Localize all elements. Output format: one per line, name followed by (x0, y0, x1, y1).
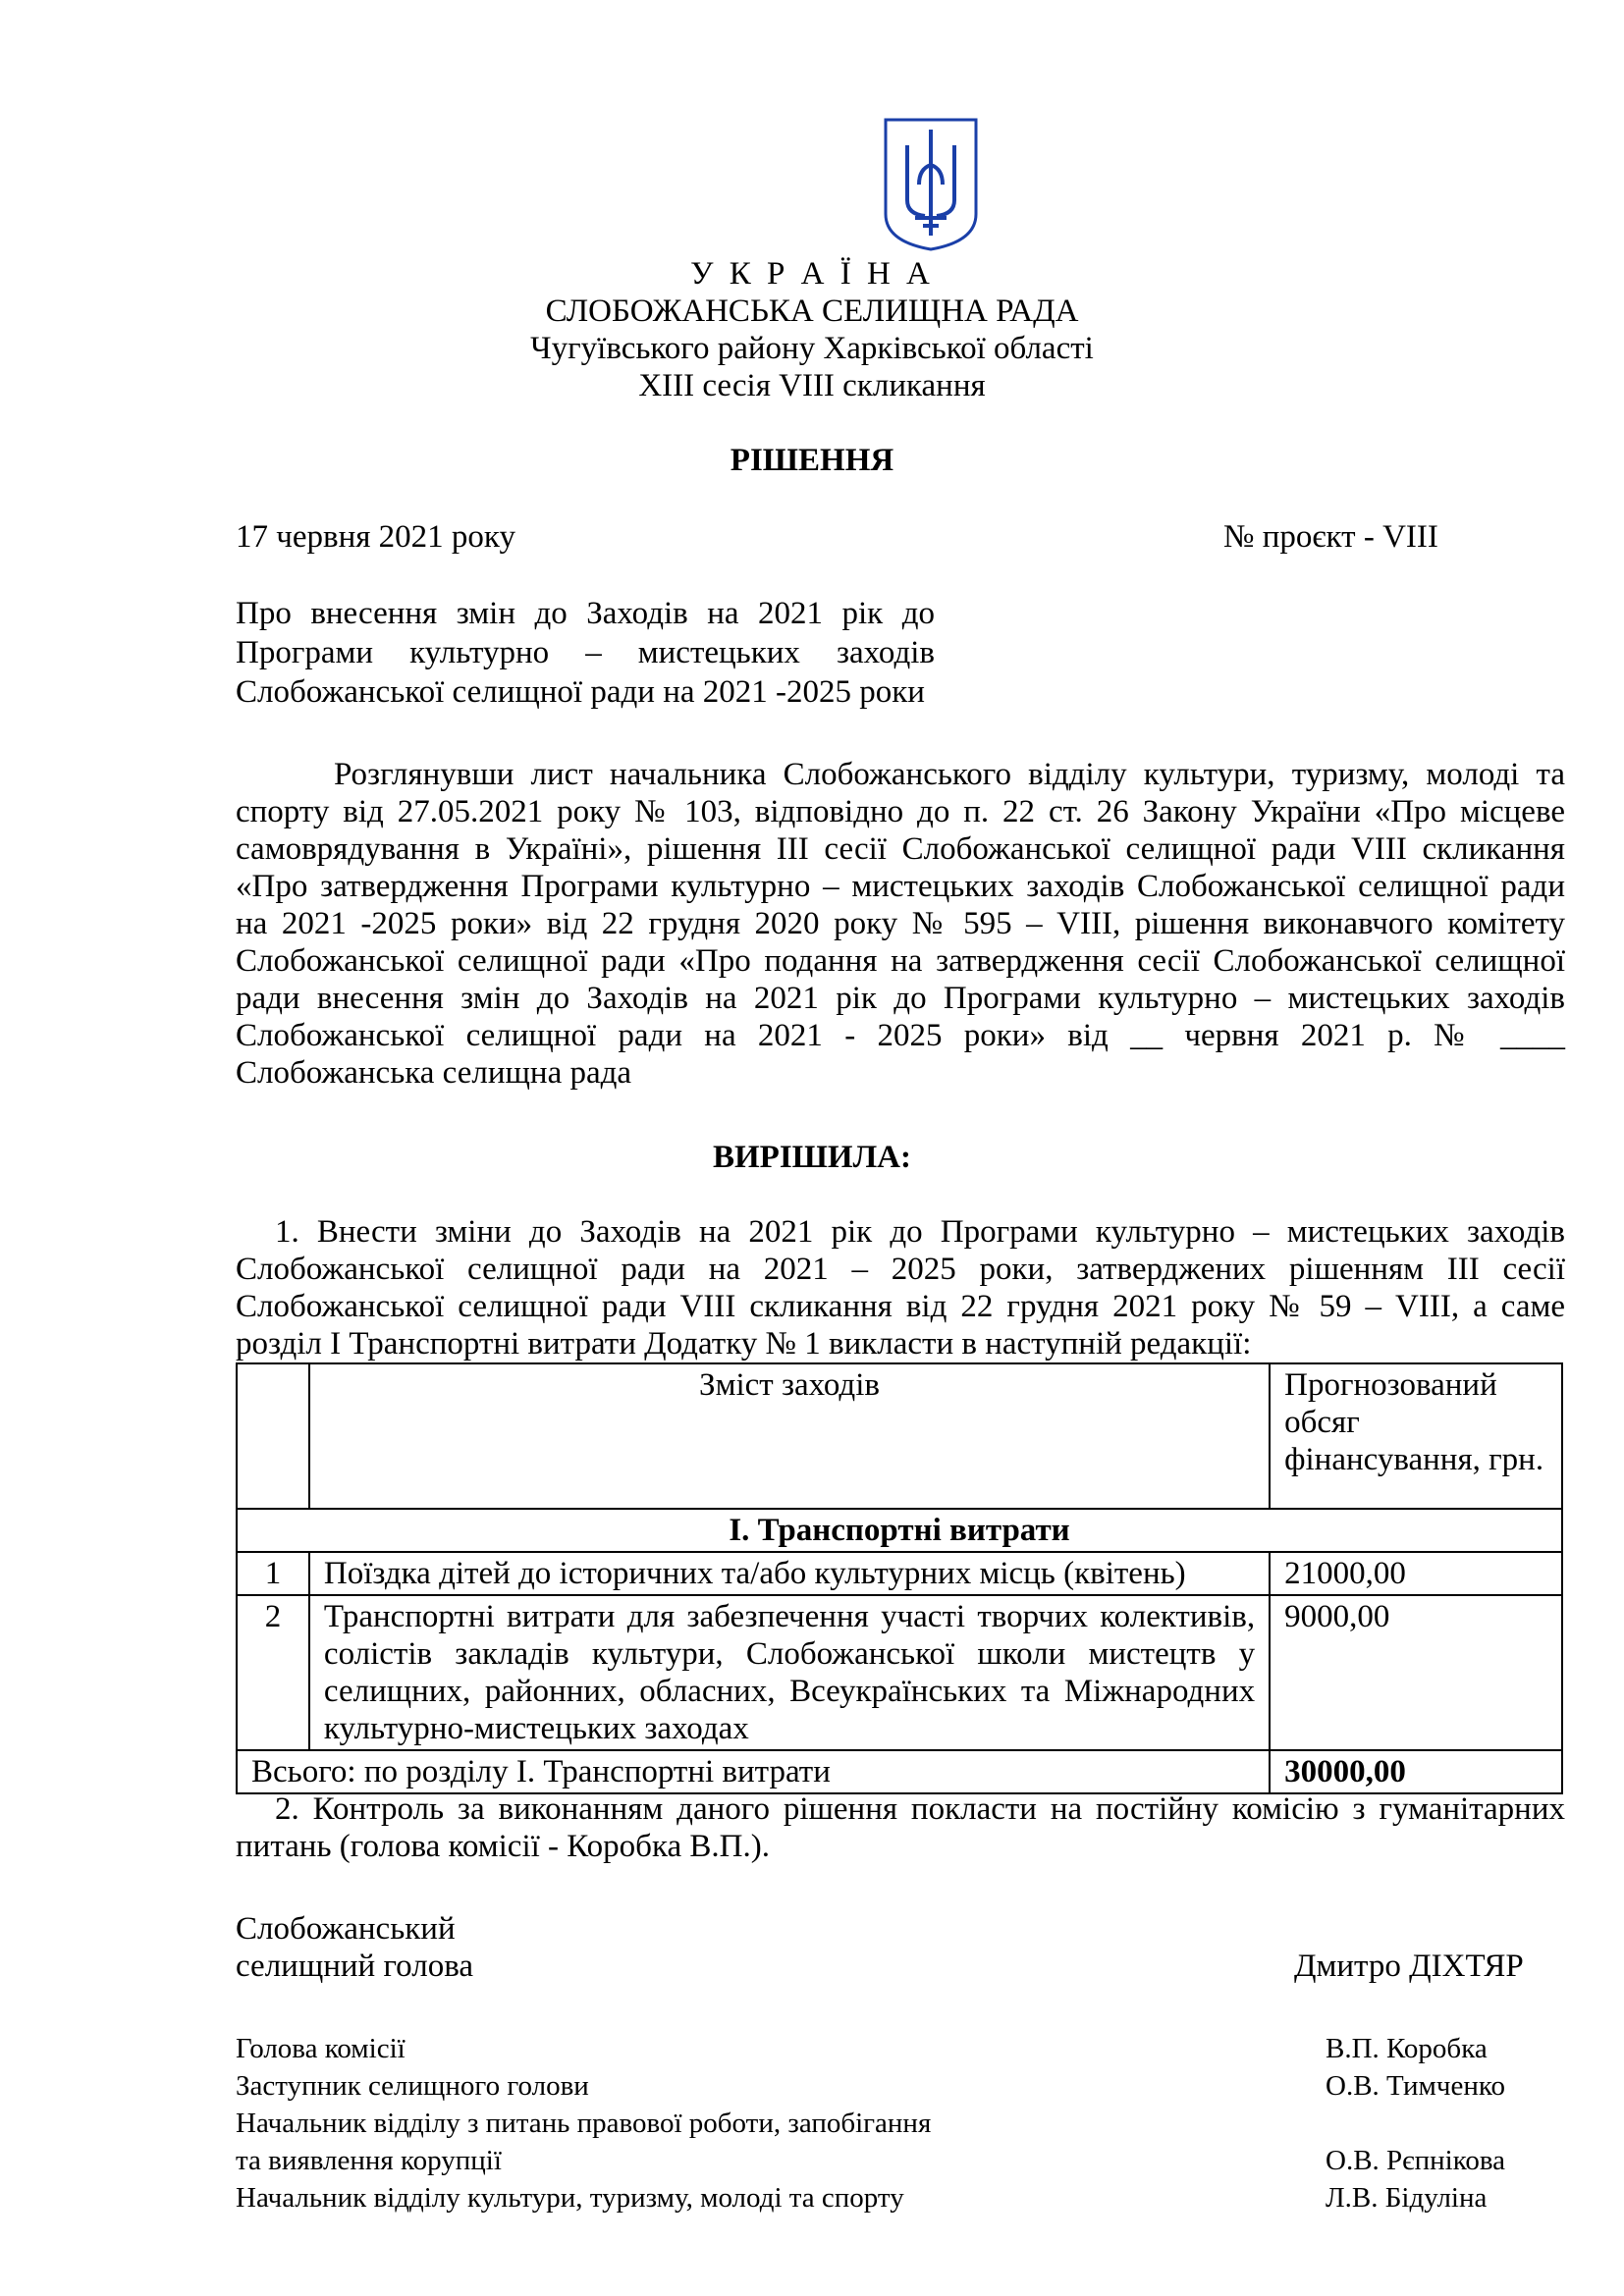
signatory-title: селищний голова (236, 1949, 474, 1984)
coat-of-arms-emblem (882, 116, 980, 253)
content-header: Зміст заходів (309, 1363, 1270, 1509)
approval-role: Начальник відділу культури, туризму, молоді та спорту (236, 2182, 904, 2214)
session-line: XIII сесія VIII скликання (638, 368, 986, 403)
approval-name: Л.В. Бідуліна (1326, 2182, 1488, 2214)
approval-name: О.В. Рєпнікова (1326, 2145, 1506, 2176)
approval-role: Начальник відділу з питань правової роботи, запобігання (236, 2108, 932, 2139)
preamble-line: самоврядування в Україні», рішення ІІІ сесії Слобожанської селищної ради VІІІ скликання (236, 831, 1565, 867)
preamble-line: на 2021 -2025 роки» від 22 грудня 2020 року № 595 – VІІІ, рішення виконавчого комітету (236, 906, 1565, 941)
row-number: 2 (237, 1595, 309, 1750)
total-row (237, 1750, 1562, 1793)
item1-line: розділ І Транспортні витрати Додатку № 1 викласти в наступній редакції: (236, 1326, 1252, 1362)
preamble-line: Слобожанської селищної ради на 2021 - 2025 роки» від __ червня 2021 р. № ____ (236, 1018, 1565, 1053)
signatory-title: Слобожанський (236, 1911, 456, 1947)
table-row (237, 1595, 1562, 1750)
item1-line: Слобожанської селищної ради VІІІ скликання від 22 грудня 2021 року № 59 – VІІІ, а саме (236, 1289, 1565, 1324)
approval-role: Заступник селищного голови (236, 2070, 589, 2102)
approval-name: В.П. Коробка (1326, 2033, 1488, 2064)
item2-line: 2. Контроль за виконанням даного рішення покласти на постійну комісію з гуманітарних (275, 1791, 1565, 1827)
item1-line: 1. Внести зміни до Заходів на 2021 рік до Програми культурно – мистецьких заходів (275, 1214, 1565, 1250)
table-header-row (237, 1363, 1562, 1509)
preamble-line: Розглянувши лист начальника Слобожанського відділу культури, туризму, молоді та (334, 757, 1565, 792)
subject-line-3: Слобожанської селищної ради на 2021 -2025 роки (236, 674, 925, 710)
preamble-line: ради внесення змін до Заходів на 2021 рік до Програми культурно – мистецьких заходів (236, 981, 1565, 1016)
row-amount: 21000,00 (1270, 1552, 1562, 1595)
signatory-name: Дмитро ДІХТЯР (1294, 1949, 1524, 1984)
document-type: РІШЕННЯ (730, 443, 894, 478)
table-row (237, 1552, 1562, 1595)
row-number: 1 (237, 1552, 309, 1595)
total-label: Всього: по розділу І. Транспортні витрати (237, 1750, 1270, 1793)
decision-number: № проєкт - VIII (1223, 519, 1438, 555)
council-name: СЛОБОЖАНСЬКА СЕЛИЩНА РАДА (545, 294, 1079, 329)
item1-line: Слобожанської селищної ради на 2021 – 2025 роки, затверджених рішенням ІІІ сесії (236, 1252, 1565, 1287)
approval-name: О.В. Тимченко (1326, 2070, 1505, 2102)
decision-date: 17 червня 2021 року (236, 519, 515, 555)
num-header-cell (237, 1363, 309, 1509)
section-row (237, 1509, 1562, 1552)
preamble-line: Слобожанська селищна рада (236, 1055, 632, 1091)
preamble-line: «Про затвердження Програми культурно – мистецьких заходів Слобожанської селищної ради (236, 869, 1565, 904)
subject-line-1: Про внесення змін до Заходів на 2021 рік до (236, 596, 935, 631)
preamble-line: Слобожанської селищної ради «Про подання на затвердження сесії Слобожанської селищної (236, 943, 1565, 979)
country-title: У К Р А Ї Н А (690, 256, 934, 292)
section-title: І. Транспортні витрати (237, 1509, 1562, 1552)
item2-line: питань (голова комісії - Коробка В.П.). (236, 1829, 770, 1864)
row-amount: 9000,00 (1270, 1595, 1562, 1750)
approval-role: Голова комісії (236, 2033, 406, 2064)
row-content: Поїздка дітей до історичних та/або культурних місць (квітень) (309, 1552, 1270, 1595)
amount-header: Прогнозований обсяг фінансування, грн. (1270, 1363, 1562, 1509)
financing-table (236, 1362, 1563, 1794)
total-value: 30000,00 (1270, 1750, 1562, 1793)
district-line: Чугуївського району Харківської області (530, 331, 1094, 366)
row-content: Транспортні витрати для забезпечення участі творчих колективів, солістів закладів культури, Слобожанської школи мистецтв у селищних, районних, обласних, Всеукраїнських та Міжнародних культурно-мистецьких заходах (309, 1595, 1270, 1750)
decided-heading: ВИРІШИЛА: (713, 1140, 911, 1175)
preamble-line: спорту від 27.05.2021 року № 103, відповідно до п. 22 ст. 26 Закону України «Про місцеве (236, 794, 1565, 829)
approval-role: та виявлення корупції (236, 2145, 502, 2176)
subject-line-2: Програми культурно – мистецьких заходів (236, 635, 935, 670)
